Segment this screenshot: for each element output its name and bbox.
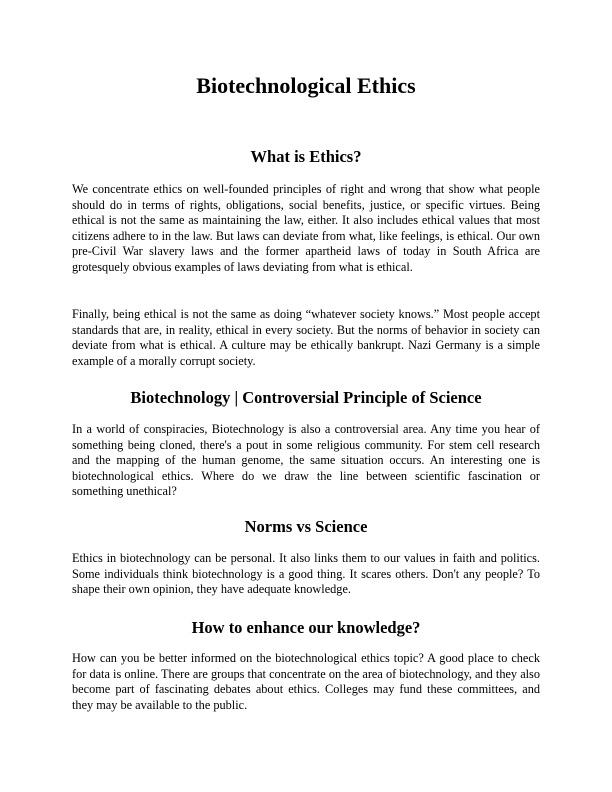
heading-enhance-knowledge: How to enhance our knowledge?: [191, 618, 421, 637]
heading-norms-vs-science: Norms vs Science: [244, 517, 368, 536]
paragraph: Ethics in biotechnology can be personal. It also links them to our values in faith and politics. Some individuals think biotechnology is a good thing. It scares others. Don't any people? To shape their own opinion, they have adequate knowledge.: [72, 551, 540, 597]
paragraph: How can you be better informed on the biotechnological ethics topic? A good place to check for data is online. There are groups that concentrate on the area of biotechnology, and they also become part of fascinating debates about ethics. Colleges may fund these committees, and they may be available to the public.: [72, 651, 540, 712]
paragraph: In a world of conspiracies, Biotechnology is also a controversial area. Any time you hear of something being cloned, there's a pout in some religious community. For stem cell research and the mapping of the human genome, the same situation occurs. An interesting one is biotechnological ethics. Where do we draw the line between scientific fascination or something unethical?: [72, 422, 540, 499]
paragraph: Finally, being ethical is not the same as doing “whatever society knows.” Most people accept standards that are, in reality, ethical in every society. But the norms of behavior in society can deviate from what is ethical. A culture may be ethically bankrupt. Nazi Germany is a simple example of a morally corrupt society.: [72, 307, 540, 368]
heading-what-is-ethics: What is Ethics?: [250, 147, 362, 166]
heading-biotechnology-controversial: Biotechnology | Controversial Principle of Science: [130, 388, 482, 407]
paragraph: We concentrate ethics on well-founded principles of right and wrong that show what people should do in terms of rights, obligations, social benefits, justice, or specific virtues. Being ethical is not the same as maintaining the law, either. It also includes ethical values that most citizens adhere to in the law. But laws can deviate from what, like feelings, is ethical. Our own pre-Civil War slavery laws and the former apartheid laws of today in South Africa are grotesquely obvious examples of laws deviating from what is ethical.: [72, 182, 540, 274]
document-title: Biotechnological Ethics: [196, 73, 416, 98]
